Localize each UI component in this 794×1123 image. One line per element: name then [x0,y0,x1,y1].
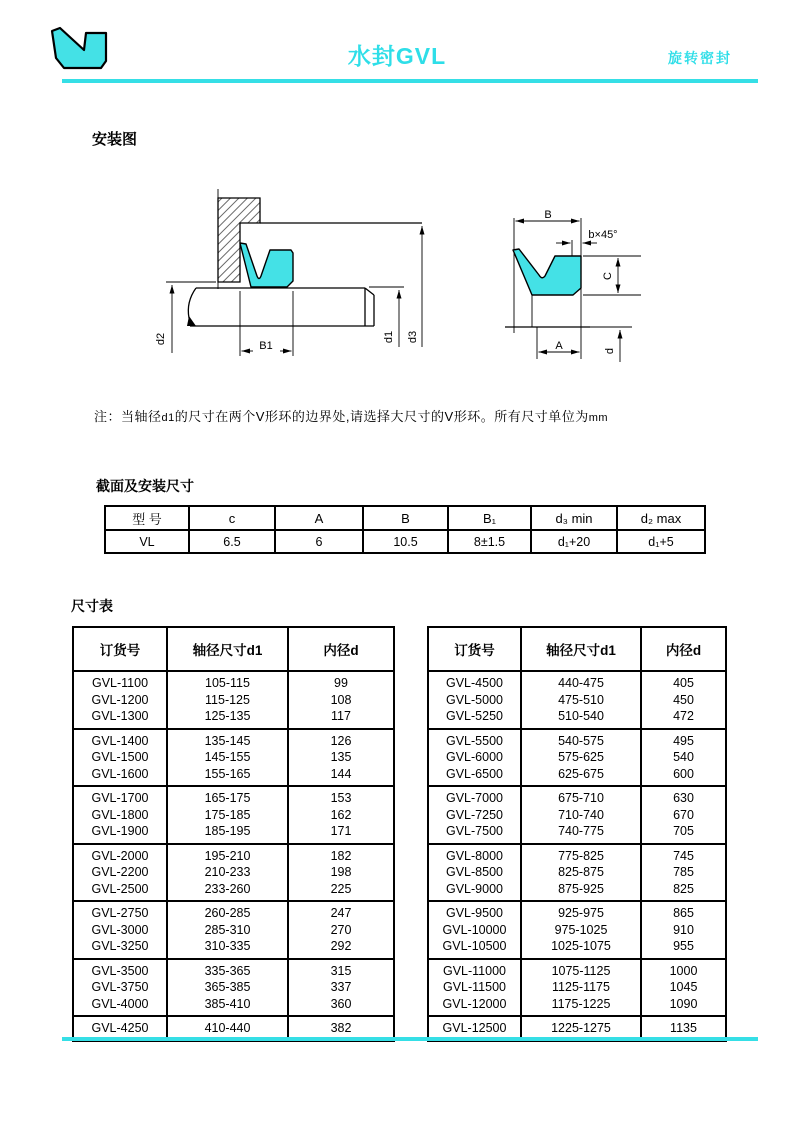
table-row [428,864,726,881]
cell: GVL-2200 [73,864,167,881]
row-group [73,959,394,1017]
cell: 540-575 [521,729,641,750]
cell: 1000 [641,959,726,980]
column-header: 轴径尺寸d1 [167,627,288,671]
cell: 105-115 [167,671,288,692]
table-row [73,922,394,939]
cell: 135-145 [167,729,288,750]
table-row [73,823,394,844]
note-text [94,406,608,425]
column-header: d₂ max [617,506,705,530]
table-row [73,729,394,750]
cell: 775-825 [521,844,641,865]
table-row [428,938,726,959]
header-row [73,627,394,671]
table-row [73,786,394,807]
cell: 1025-1075 [521,938,641,959]
cell: 225 [288,881,394,902]
cell: GVL-11500 [428,979,521,996]
column-header: 内径d [288,627,394,671]
cell: 108 [288,692,394,709]
cell: 875-925 [521,881,641,902]
cell: 1175-1225 [521,996,641,1017]
installation-drawing [155,183,440,363]
dim-d2 [155,282,216,353]
cell: 360 [288,996,394,1017]
cell: 925-975 [521,901,641,922]
column-header: d₃ min [531,506,617,530]
cell: 153 [288,786,394,807]
cell: GVL-7500 [428,823,521,844]
cell: 144 [288,766,394,787]
cell: 1045 [641,979,726,996]
cell: 185-195 [167,823,288,844]
row-group [428,786,726,844]
cell: 6.5 [189,530,275,553]
dim-B [516,209,580,221]
cell: GVL-1400 [73,729,167,750]
cell: 125-135 [167,708,288,729]
cell: 710-740 [521,807,641,824]
row-group [73,786,394,844]
cell: GVL-3500 [73,959,167,980]
cell: 6 [275,530,363,553]
seal-profile [240,243,293,287]
cell: GVL-2500 [73,881,167,902]
table-row [428,823,726,844]
cell: GVL-10000 [428,922,521,939]
table-row [428,959,726,980]
cell: 740-775 [521,823,641,844]
cell: 625-675 [521,766,641,787]
cell: 117 [288,708,394,729]
cell: 292 [288,938,394,959]
cell: GVL-1300 [73,708,167,729]
cell: 198 [288,864,394,881]
cell: 145-155 [167,749,288,766]
cell: GVL-9500 [428,901,521,922]
cell: 335-365 [167,959,288,980]
cell: 405 [641,671,726,692]
table-row [428,708,726,729]
cell: d₁+20 [531,530,617,553]
table-row [428,901,726,922]
corner-label: 旋转密封 [668,50,732,66]
column-header: 型 号 [105,506,189,530]
cell: VL [105,530,189,553]
table-row [73,844,394,865]
cell: GVL-9000 [428,881,521,902]
cell: 155-165 [167,766,288,787]
column-header: 订货号 [73,627,167,671]
cell: 195-210 [167,844,288,865]
cell: GVL-8000 [428,844,521,865]
cell: 785 [641,864,726,881]
dim-label-B1: B1 [259,340,273,352]
dim-label-d: d [604,347,616,355]
column-header: A [275,506,363,530]
cell: GVL-11000 [428,959,521,980]
cell: GVL-6500 [428,766,521,787]
table-row [428,749,726,766]
installation-heading: 安装图 [92,131,138,148]
cell: GVL-10500 [428,938,521,959]
table-row [73,901,394,922]
cell: GVL-3000 [73,922,167,939]
cell: GVL-2000 [73,844,167,865]
dim-chamfer [556,229,618,243]
dim-C [583,256,641,295]
cell: 126 [288,729,394,750]
cell: 175-185 [167,807,288,824]
table-row [105,530,705,553]
cell: 745 [641,844,726,865]
cell: GVL-3750 [73,979,167,996]
note-d1: d1 [161,412,175,424]
table-row [428,807,726,824]
row-group [428,959,726,1017]
cell: 365-385 [167,979,288,996]
table-row [428,766,726,787]
table-row [428,881,726,902]
cell: 247 [288,901,394,922]
cell: GVL-12500 [428,1016,521,1041]
shaft [187,288,374,326]
cell: 1075-1125 [521,959,641,980]
install-dims-heading: 截面及安装尺寸 [96,478,194,494]
cell: 670 [641,807,726,824]
cell: GVL-6000 [428,749,521,766]
cell: GVL-12000 [428,996,521,1017]
size-table-heading: 尺寸表 [71,598,113,614]
column-header: B [363,506,448,530]
table-row [73,864,394,881]
cell: GVL-1700 [73,786,167,807]
cell: 825 [641,881,726,902]
note-lead: 注：当轴径 [94,409,162,424]
table-row [73,996,394,1017]
table-row [428,922,726,939]
cell: 99 [288,671,394,692]
cell: GVL-7000 [428,786,521,807]
row-group [428,901,726,959]
cell: GVL-8500 [428,864,521,881]
header-rule [62,79,758,83]
cell: 450 [641,692,726,709]
column-header: 轴径尺寸d1 [521,627,641,671]
cell: 260-285 [167,901,288,922]
table-row [428,692,726,709]
cell: GVL-1900 [73,823,167,844]
cell: 382 [288,1016,394,1041]
dim-label-C: C [602,272,614,280]
row-group [428,671,726,729]
table-row [428,844,726,865]
row-group [73,729,394,787]
cell: 182 [288,844,394,865]
cell: GVL-1500 [73,749,167,766]
cell: GVL-3250 [73,938,167,959]
cell: GVL-1200 [73,692,167,709]
cell: 1225-1275 [521,1016,641,1041]
cell: 630 [641,786,726,807]
table-row [73,938,394,959]
dim-label-B: B [544,209,552,221]
cell: 825-875 [521,864,641,881]
footer-rule [62,1037,758,1041]
dim-label-A: A [555,340,563,352]
table-row [73,708,394,729]
cell: 1125-1175 [521,979,641,996]
install-dimensions-table [104,505,706,554]
column-header: 内径d [641,627,726,671]
cell: 495 [641,729,726,750]
row-group [73,844,394,902]
page-title: 水封GVL [347,43,447,69]
table-row [73,959,394,980]
table-row [428,979,726,996]
cell: 135 [288,749,394,766]
cell: 310-335 [167,938,288,959]
cell: 165-175 [167,786,288,807]
cell: GVL-5250 [428,708,521,729]
note-body: 的尺寸在两个V形环的边界处,请选择大尺寸的V形环。所有尺寸单位为 [174,409,589,424]
table-row [73,807,394,824]
cell: 865 [641,901,726,922]
cell: 475-510 [521,692,641,709]
cell: 1135 [641,1016,726,1041]
header-row [428,627,726,671]
cell: 575-625 [521,749,641,766]
cell: 337 [288,979,394,996]
cell: 540 [641,749,726,766]
cell: 285-310 [167,922,288,939]
cell: 8±1.5 [448,530,531,553]
cell: 705 [641,823,726,844]
cell: 910 [641,922,726,939]
cell: 171 [288,823,394,844]
cell: 510-540 [521,708,641,729]
cell: GVL-5500 [428,729,521,750]
cell: GVL-4250 [73,1016,167,1041]
cell: 955 [641,938,726,959]
cell: 600 [641,766,726,787]
table-row [428,671,726,692]
cell: 410-440 [167,1016,288,1041]
cell: 975-1025 [521,922,641,939]
table-row [428,729,726,750]
size-table-right [427,626,727,1042]
cell: 1090 [641,996,726,1017]
cell: GVL-7250 [428,807,521,824]
dim-label-d3: d3 [407,330,419,344]
cell: 675-710 [521,786,641,807]
cell: 315 [288,959,394,980]
cell: d₁+5 [617,530,705,553]
table-row [73,881,394,902]
size-table-left [72,626,395,1042]
column-header: 订货号 [428,627,521,671]
row-group [428,844,726,902]
row-group [428,729,726,787]
header-row [105,506,705,530]
row-group [73,901,394,959]
dim-label-d2: d2 [155,332,167,346]
cell: 385-410 [167,996,288,1017]
cell: GVL-1600 [73,766,167,787]
table-row [73,766,394,787]
cell: 472 [641,708,726,729]
cell: 440-475 [521,671,641,692]
dim-label-chamfer: b×45° [588,229,618,241]
table-row [73,979,394,996]
dim-d3 [407,226,422,347]
cell: GVL-4500 [428,671,521,692]
cell: 210-233 [167,864,288,881]
table-row [73,749,394,766]
cell: 115-125 [167,692,288,709]
dim-d [604,330,620,362]
seal-profile-drawing [498,206,662,368]
cell: 233-260 [167,881,288,902]
cell: GVL-1800 [73,807,167,824]
table-row [73,671,394,692]
seal-profile [513,249,581,295]
column-header: c [189,506,275,530]
cell: GVL-1100 [73,671,167,692]
cell: 10.5 [363,530,448,553]
table-row [428,786,726,807]
row-group [73,671,394,729]
dim-B1 [240,291,293,356]
cell: GVL-2750 [73,901,167,922]
note-unit: mm [588,412,609,424]
dim-label-d1: d1 [383,330,395,344]
column-header: B₁ [448,506,531,530]
cell: 270 [288,922,394,939]
table-row [428,996,726,1017]
table-row [73,692,394,709]
cell: GVL-4000 [73,996,167,1017]
cell: 162 [288,807,394,824]
cell: GVL-5000 [428,692,521,709]
